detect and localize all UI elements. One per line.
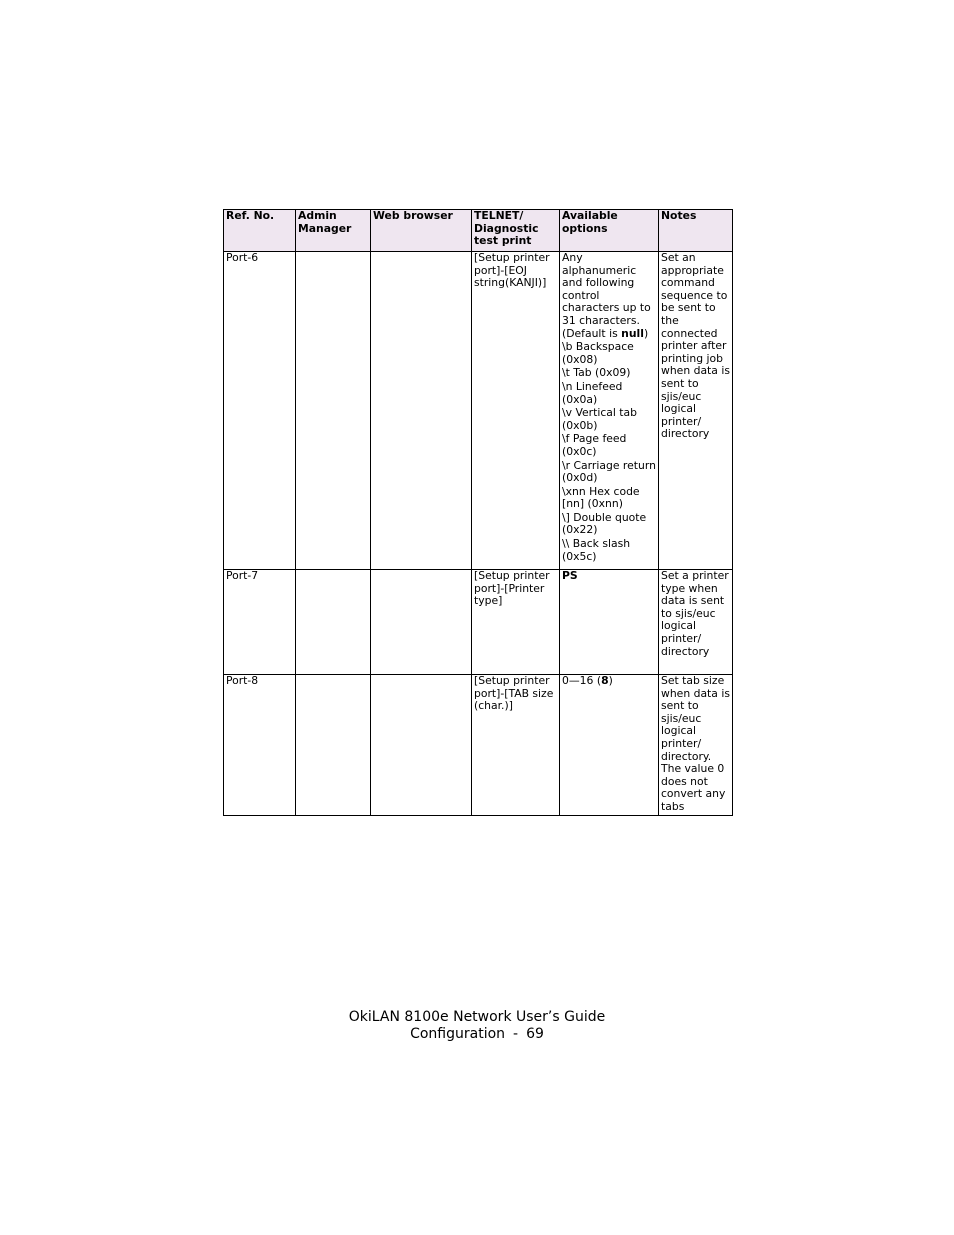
option-code: \xnn Hex code [nn] (0xnn)	[562, 484, 640, 511]
header-admin-manager: Admin Manager	[296, 210, 371, 252]
cell-ref: Port-7	[224, 570, 296, 675]
cell-web	[371, 252, 472, 570]
option-code: \\ Back slash (0x5c)	[562, 537, 631, 563]
header-telnet: TELNET/ Diagnostic test print	[472, 210, 560, 252]
cell-ref: Port-6	[224, 252, 296, 570]
options-intro: Any alphanumeric and following control characters up to 31 characters. (Default is null)	[562, 251, 651, 340]
option-code: \b Backspace (0x08)	[562, 340, 634, 366]
footer-separator: -	[513, 1026, 519, 1042]
footer-section: Configuration	[410, 1026, 506, 1042]
table-row	[224, 252, 733, 570]
table-row	[224, 570, 733, 675]
default-value: PS	[562, 569, 578, 582]
cell-options	[560, 252, 659, 570]
option-code: \f Page feed (0x0c)	[562, 432, 627, 458]
footer-title: OkiLAN 8100e Network User’s Guide	[348, 1009, 606, 1025]
option-code: \t Tab (0x09)	[562, 366, 631, 380]
header-available-options: Available options	[560, 210, 659, 252]
cell-admin	[296, 675, 371, 816]
header-web-browser: Web browser	[371, 210, 472, 252]
option-code: \n Linefeed (0x0a)	[562, 379, 623, 406]
option-code: \r Carriage return (0x0d)	[562, 458, 656, 485]
cell-web	[371, 675, 472, 816]
cell-ref: Port-8	[224, 675, 296, 816]
cell-notes: Set tab size when data is sent to sjis/euc logical printer/ directory. The value 0 does not convert any tabs	[659, 675, 733, 816]
option-code: \v Vertical tab (0x0b)	[562, 406, 638, 432]
cell-options: 0—16 (8)	[560, 675, 659, 816]
cell-options	[560, 570, 659, 675]
header-notes: Notes	[659, 210, 733, 252]
table-row	[224, 675, 733, 816]
page-number: 69	[526, 1026, 544, 1042]
cell-admin	[296, 252, 371, 570]
cell-telnet: [Setup printer port]-[TAB size (char.)]	[472, 675, 560, 816]
cell-web	[371, 570, 472, 675]
cell-admin	[296, 570, 371, 675]
cell-notes: Set an appropriate command sequence to be sent to the connected printer after printing job when data is sent to sjis/euc logical printer/ directory	[659, 252, 733, 570]
cell-notes: Set a printer type when data is sent to sjis/euc logical printer/ directory	[659, 570, 733, 675]
table-header-row	[224, 210, 733, 252]
option-code: \] Double quote (0x22)	[562, 510, 647, 537]
footer-page-info	[0, 1026, 954, 1043]
cell-telnet: [Setup printer port]-[Printer type]	[472, 570, 560, 675]
default-value: 8	[601, 674, 609, 687]
config-table	[223, 209, 733, 816]
header-ref-no: Ref. No.	[224, 210, 296, 252]
cell-telnet: [Setup printer port]-[EOJ string(KANJI)]	[472, 252, 560, 570]
default-value: null	[621, 326, 644, 340]
